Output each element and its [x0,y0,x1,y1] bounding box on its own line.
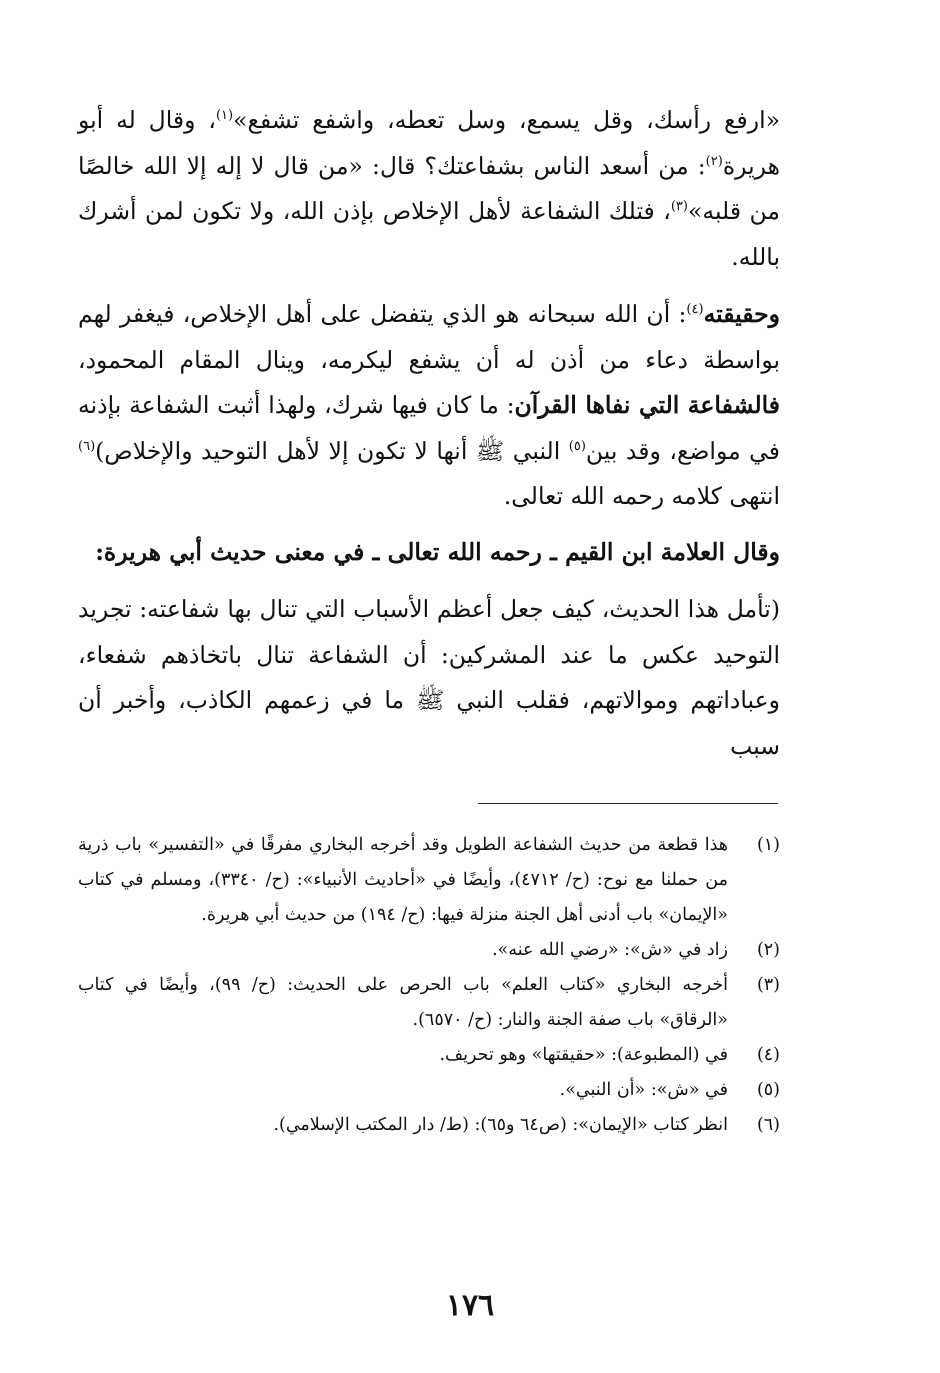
page-number: ١٧٦ [445,1288,495,1323]
section-heading: وقال العلامة ابن القيم ـ رحمه الله تعالى ـ في معنى حديث أبي هريرة: [95,537,780,566]
footnote-text: هذا قطعة من حديث الشفاعة الطويل وقد أخرجه البخاري مفرقًا في «التفسير» باب ذرية من حملنا مع نوح: (ح/ ٤٧١٢)، وأيضًا في «أحاديث الأنبياء»: (ح/ ٣٣٤٠)، ومسلم في كتاب «الإيمان» باب أدنى أهل الجنة منزلة فيها: (ح/ ١٩٤) من حديث أبي هريرة. [78,835,728,925]
text-run: النبي ﷺ أنها لا تكون إلا لأهل التوحيد والإخلاص) [95,436,569,465]
footnotes [78,828,780,1143]
footnote-6 [78,1108,780,1143]
paragraph-1 [78,98,780,280]
footnote-ref-4: (٤) [686,302,704,318]
main-text [78,98,780,769]
text-run: : أن الله سبحانه هو الذي يتفضل على أهل الإخلاص، فيغفر لهم بواسطة دعاء من أذن له أن يشفع ليكرمه، وينال المقام المحمود، [78,300,780,374]
text-run: : ما كان فيها شرك، ولهذا أثبت الشفاعة بإذنه في مواضع، وقد بين [78,391,780,465]
paragraph-3: (تأمل هذا الحديث، كيف جعل أعظم الأسباب التي تنال بها شفاعته: تجريد التوحيد عكس ما عند المشركين: أن الشفاعة تنال باتخاذهم شفعاء، وعباداتهم وموالاتهم، فقلب النبي ﷺ ما في زعمهم الكاذب، وأخبر أن سبب [78,595,780,760]
footnote-ref-3: (٣) [670,199,688,215]
text-run: : من أسعد الناس بشفاعتك؟ قال: «من قال لا إله إلا الله خالصًا من قلبه» [78,151,781,225]
footnote-number: (١) [756,835,780,855]
footnote-number: (٥) [756,1080,780,1100]
footnote-text: زاد في «ش»: «رضي الله عنه». [492,940,728,960]
footnote-text: في (المطبوعة): «حقيقتها» وهو تحريف. [439,1045,728,1065]
footnote-separator [478,803,778,804]
bold-term: وحقيقته [703,300,780,328]
footnote-2 [78,933,780,968]
text-run: ، فتلك الشفاعة لأهل الإخلاص بإذن الله، ولا تكون لمن أشرك بالله. [78,197,780,271]
footnote-ref-5: (٥) [568,438,586,454]
footnote-5 [78,1073,780,1108]
footnote-ref-6: (٦) [78,438,96,454]
footnote-3 [78,968,780,1038]
footnote-ref-2: (٢) [705,153,723,169]
bold-term: فالشفاعة التي نفاها القرآن [514,391,780,419]
footnote-number: (٣) [756,975,780,995]
footnote-text: في «ش»: «أن النبي». [559,1080,728,1100]
footnote-ref-1: (١) [215,108,234,124]
footnote-4 [78,1038,780,1073]
footnote-1 [78,828,780,933]
footnote-text: أخرجه البخاري «كتاب العلم» باب الحرص على الحديث: (ح/ ٩٩)، وأيضًا في كتاب «الرقاق» باب صفة الجنة والنار: (ح/ ٦٥٧٠). [78,975,728,1030]
text-run: ، وقال له أبو هريرة [78,106,780,180]
footnote-text: انظر كتاب «الإيمان»: (ص٦٤ و٦٥): (ط/ دار المكتب الإسلامي). [273,1115,728,1135]
text-run: انتهى كلامه رحمه الله تعالى. [503,482,780,510]
footnote-number: (٦) [756,1115,780,1135]
footnote-number: (٤) [756,1045,780,1065]
text-run: «ارفع رأسك، وقل يسمع، وسل تعطه، واشفع تشفع» [233,106,780,134]
footnote-number: (٢) [756,940,780,960]
paragraph-2 [78,292,780,520]
